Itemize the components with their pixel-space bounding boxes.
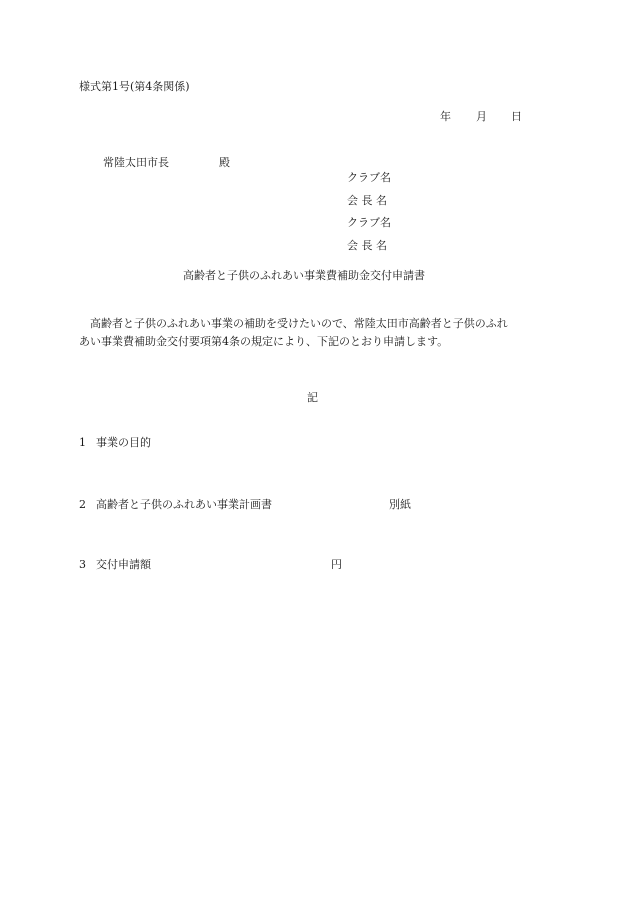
item-number: 3 [79,558,86,571]
date-day-label: 日 [511,110,522,123]
item-value: 別紙 [389,498,411,511]
addressee-honorific: 殿 [219,156,230,169]
ki-heading: 記 [307,391,318,404]
item-number: 1 [79,436,86,449]
addressee-name: 常陸太田市長 [103,156,169,169]
item-label: 事業の目的 [96,436,151,449]
applicant-chair-label: 会 長 名 [347,239,387,252]
document-title: 高齢者と子供のふれあい事業費補助金交付申請書 [183,269,425,282]
date-year-label: 年 [440,110,451,123]
date-month-label: 月 [476,110,487,123]
applicant-chair-label: 会 長 名 [347,194,387,207]
item-number: 2 [79,498,86,511]
item-label: 高齢者と子供のふれあい事業計画書 [96,498,272,511]
applicant-club-label: クラブ名 [347,216,391,229]
form-label: 様式第1号(第4条関係) [79,80,190,93]
body-text-line: あい事業費補助金交付要項第4条の規定により、下記のとおり申請します。 [79,335,449,348]
item-value: 円 [331,558,342,571]
body-text-line: 高齢者と子供のふれあい事業の補助を受けたいので、常陸太田市高齢者と子供のふれ [90,317,508,330]
applicant-club-label: クラブ名 [347,171,391,184]
item-label: 交付申請額 [96,558,151,571]
